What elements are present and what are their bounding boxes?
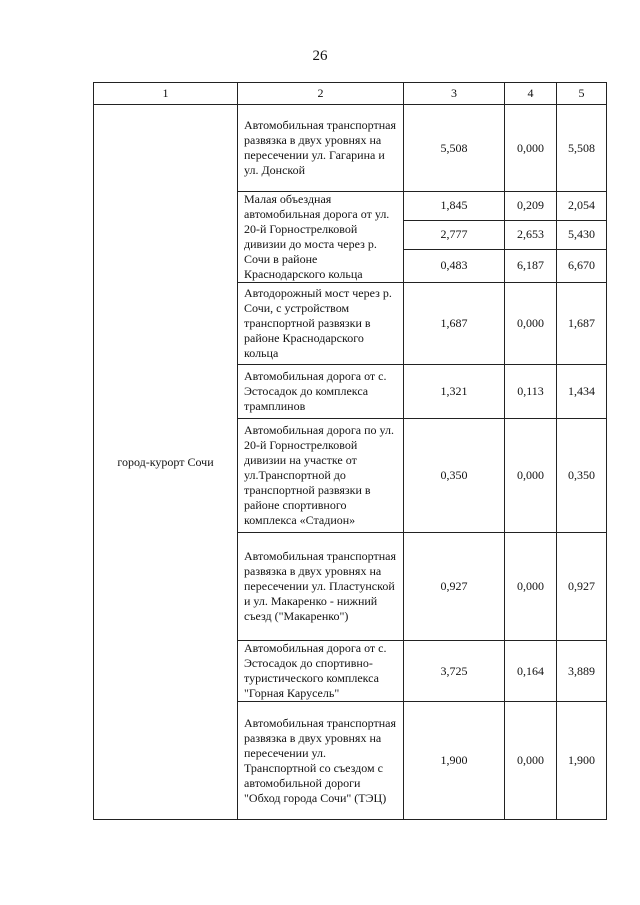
col-header-3: 3: [404, 83, 505, 105]
value-cell-col4: 0,000: [505, 283, 557, 365]
col-header-4: 4: [505, 83, 557, 105]
value-cell-col4: 0,000: [505, 419, 557, 533]
road-name-cell: Малая объездная автомобильная дорога от ул. 20-й Горнострелковой дивизии до моста через р. Сочи в районе Краснодарского кольца: [238, 192, 404, 283]
municipality-cell: город-курорт Сочи: [94, 105, 238, 820]
value-cell-col4: 0,113: [505, 365, 557, 419]
value-cell-col3: 3,725: [404, 641, 505, 702]
col-header-1: 1: [94, 83, 238, 105]
value-cell-col5: 0,350: [557, 419, 607, 533]
value-cell-col5: 2,054: [557, 192, 607, 221]
value-cell-col4: 0,209: [505, 192, 557, 221]
value-cell-col3: 0,350: [404, 419, 505, 533]
value-cell-col4: 6,187: [505, 249, 557, 282]
value-cell-col5: 5,430: [557, 220, 607, 249]
value-cell-col3: 1,900: [404, 702, 505, 820]
value-cell-col5: 1,900: [557, 702, 607, 820]
road-name-cell: Автомобильная транспортная развязка в двух уровнях на пересечении ул. Пластунской и ул. Макаренко - нижний съезд ("Макаренко"): [238, 533, 404, 641]
value-cell-col3: 1,845: [404, 192, 505, 221]
road-name-cell: Автомобильная дорога от с. Эстосадок до спортивно-туристического комплекса "Горная Карусель": [238, 641, 404, 702]
value-cell-col3: 0,927: [404, 533, 505, 641]
road-name-cell: Автомобильная дорога от с. Эстосадок до комплекса трамплинов: [238, 365, 404, 419]
value-cell-col5: 0,927: [557, 533, 607, 641]
value-cell-col3: 2,777: [404, 220, 505, 249]
col-header-2: 2: [238, 83, 404, 105]
value-cell-col5: 5,508: [557, 105, 607, 192]
value-cell-col5: 6,670: [557, 249, 607, 282]
value-cell-col3: 0,483: [404, 249, 505, 282]
value-cell-col4: 0,000: [505, 533, 557, 641]
col-header-5: 5: [557, 83, 607, 105]
header-row: [94, 83, 607, 105]
value-cell-col4: 0,164: [505, 641, 557, 702]
page-number: 26: [312, 48, 328, 64]
value-cell-col3: 1,321: [404, 365, 505, 419]
table-row: [94, 105, 607, 192]
data-table: [93, 82, 607, 820]
road-name-cell: Автодорожный мост через р. Сочи, с устройством транспортной развязки в районе Краснодарского кольца: [238, 283, 404, 365]
value-cell-col5: 1,434: [557, 365, 607, 419]
value-cell-col5: 3,889: [557, 641, 607, 702]
value-cell-col3: 1,687: [404, 283, 505, 365]
value-cell-col4: 0,000: [505, 702, 557, 820]
value-cell-col4: 0,000: [505, 105, 557, 192]
value-cell-col5: 1,687: [557, 283, 607, 365]
road-name-cell: Автомобильная дорога по ул. 20-й Горнострелковой дивизии на участке от ул.Транспортной до транспортной развязки в районе спортивного комплекса «Стадион»: [238, 419, 404, 533]
value-cell-col3: 5,508: [404, 105, 505, 192]
road-name-cell: Автомобильная транспортная развязка в двух уровнях на пересечении ул. Гагарина и ул. Донской: [238, 105, 404, 192]
road-name-cell: Автомобильная транспортная развязка в двух уровнях на пересечении ул. Транспортной со съездом с автомобильной дороги "Обход города Сочи" (ТЭЦ): [238, 702, 404, 820]
value-cell-col4: 2,653: [505, 220, 557, 249]
